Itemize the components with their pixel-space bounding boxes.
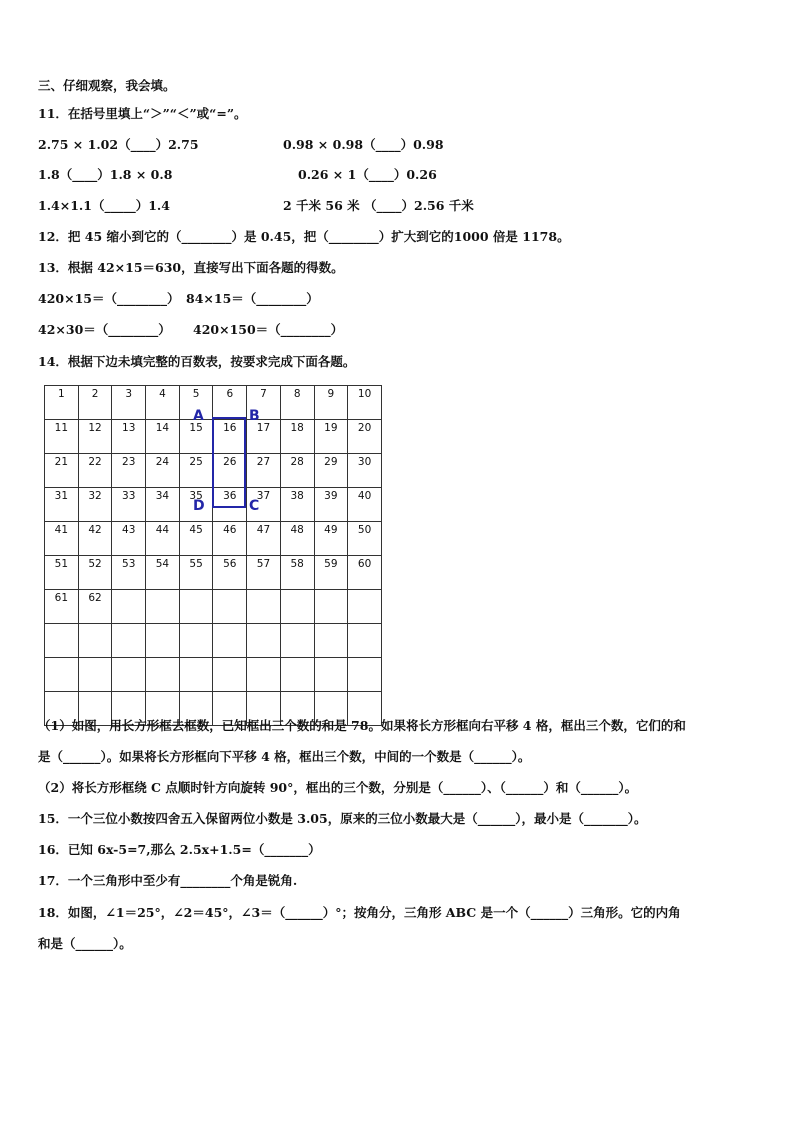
table-cell: 7 xyxy=(247,386,281,420)
q13-stem: 13．根据 42×15＝630，直接写出下面各题的得数。 xyxy=(38,260,344,275)
table-cell: 43 xyxy=(112,522,146,556)
table-cell: 29 xyxy=(314,454,348,488)
table-cell: 4 xyxy=(146,386,180,420)
table-cell: 36 xyxy=(213,488,247,522)
table-cell: 6 xyxy=(213,386,247,420)
q14-part1-line2: 是（______）。如果将长方形框向下平移 4 格，框出三个数，中间的一个数是（______）。 xyxy=(38,749,531,764)
table-cell: 27 xyxy=(247,454,281,488)
table-cell: 22 xyxy=(78,454,112,488)
table-cell xyxy=(348,658,382,692)
table-cell: 53 xyxy=(112,556,146,590)
table-cell: 32 xyxy=(78,488,112,522)
table-cell: 15 xyxy=(179,420,213,454)
table-cell xyxy=(179,624,213,658)
table-cell: 24 xyxy=(146,454,180,488)
q11-row1-right: 0.98 × 0.98（____）0.98 xyxy=(283,137,444,152)
table-cell: 9 xyxy=(314,386,348,420)
q13-b: 84×15＝（________） xyxy=(186,291,319,306)
q14-part2: （2）将长方形框绕 C 点顺时针方向旋转 90°，框出的三个数，分别是（______）、（______）和（______）。 xyxy=(38,780,638,795)
table-cell: 33 xyxy=(112,488,146,522)
table-cell xyxy=(213,658,247,692)
selection-rectangle xyxy=(212,417,246,508)
table-cell: 60 xyxy=(348,556,382,590)
q11-stem: 11．在括号里填上“＞”“＜”或“=”。 xyxy=(38,106,247,121)
label-d: D xyxy=(193,498,205,514)
table-cell: 39 xyxy=(314,488,348,522)
table-cell xyxy=(45,624,79,658)
q11-row3-right: 2 千米 56 米 （____）2.56 千米 xyxy=(283,198,474,213)
q14-part1-line1: （1）如图，用长方形框去框数，已知框出三个数的和是 78。如果将长方形框向右平移 4 格，框出三个数，它们的和 xyxy=(38,718,686,733)
table-cell: 62 xyxy=(78,590,112,624)
table-cell: 18 xyxy=(280,420,314,454)
table-cell: 44 xyxy=(146,522,180,556)
table-cell: 23 xyxy=(112,454,146,488)
table-cell: 21 xyxy=(45,454,79,488)
table-cell: 31 xyxy=(45,488,79,522)
table-cell xyxy=(45,658,79,692)
table-cell xyxy=(314,658,348,692)
table-cell: 54 xyxy=(146,556,180,590)
table-cell xyxy=(146,658,180,692)
table-cell: 58 xyxy=(280,556,314,590)
label-b: B xyxy=(249,408,260,424)
table-cell xyxy=(112,624,146,658)
table-row xyxy=(45,386,382,420)
table-cell: 45 xyxy=(179,522,213,556)
table-cell: 42 xyxy=(78,522,112,556)
table-cell xyxy=(146,624,180,658)
table-cell xyxy=(314,590,348,624)
table-row xyxy=(45,658,382,692)
table-cell: 61 xyxy=(45,590,79,624)
q11-row1-left: 2.75 × 1.02（____）2.75 xyxy=(38,137,199,152)
table-cell: 25 xyxy=(179,454,213,488)
q12: 12．把 45 缩小到它的（________）是 0.45，把（________）扩大到它的1000 倍是 1178。 xyxy=(38,229,570,244)
q11-row2-right: 0.26 × 1（____）0.26 xyxy=(298,167,437,182)
table-cell xyxy=(348,624,382,658)
table-cell xyxy=(247,590,281,624)
q11-row3-left: 1.4×1.1（_____）1.4 xyxy=(38,198,170,213)
table-cell: 28 xyxy=(280,454,314,488)
table-cell xyxy=(78,624,112,658)
q16: 16．已知 6x-5=7,那么 2.5x+1.5=（_______） xyxy=(38,842,321,857)
label-a: A xyxy=(193,408,204,424)
table-cell: 55 xyxy=(179,556,213,590)
table-cell: 57 xyxy=(247,556,281,590)
table-row xyxy=(45,590,382,624)
table-cell xyxy=(348,590,382,624)
table-cell xyxy=(280,624,314,658)
table-cell: 47 xyxy=(247,522,281,556)
table-cell: 59 xyxy=(314,556,348,590)
table-cell: 3 xyxy=(112,386,146,420)
table-cell: 19 xyxy=(314,420,348,454)
table-cell: 51 xyxy=(45,556,79,590)
table-cell: 50 xyxy=(348,522,382,556)
table-row xyxy=(45,624,382,658)
q18-line1: 18．如图，∠1＝25°，∠2＝45°，∠3＝（______）°；按角分，三角形 ABC 是一个（______）三角形。它的内角 xyxy=(38,905,681,920)
table-cell: 16 xyxy=(213,420,247,454)
table-cell xyxy=(112,658,146,692)
q14-stem: 14．根据下边未填完整的百数表，按要求完成下面各题。 xyxy=(38,354,356,369)
table-row xyxy=(45,556,382,590)
table-cell xyxy=(280,590,314,624)
table-cell xyxy=(78,658,112,692)
table-cell: 20 xyxy=(348,420,382,454)
table-cell: 10 xyxy=(348,386,382,420)
table-cell: 49 xyxy=(314,522,348,556)
table-cell: 11 xyxy=(45,420,79,454)
table-cell xyxy=(112,590,146,624)
table-cell xyxy=(280,658,314,692)
q13-a: 420×15＝（________） xyxy=(38,291,180,306)
table-cell: 26 xyxy=(213,454,247,488)
table-cell: 30 xyxy=(348,454,382,488)
label-c: C xyxy=(249,498,260,514)
table-cell: 17 xyxy=(247,420,281,454)
q17: 17．一个三角形中至少有________个角是锐角. xyxy=(38,873,298,888)
q15: 15．一个三位小数按四舍五入保留两位小数是 3.05，原来的三位小数最大是（______），最小是（_______）。 xyxy=(38,811,647,826)
table-cell: 48 xyxy=(280,522,314,556)
table-cell: 34 xyxy=(146,488,180,522)
table-cell: 56 xyxy=(213,556,247,590)
section-title: 三、仔细观察，我会填。 xyxy=(38,78,176,93)
table-cell xyxy=(314,624,348,658)
table-cell: 12 xyxy=(78,420,112,454)
table-cell: 41 xyxy=(45,522,79,556)
table-cell: 40 xyxy=(348,488,382,522)
table-cell: 14 xyxy=(146,420,180,454)
table-cell: 52 xyxy=(78,556,112,590)
table-cell: 37 xyxy=(247,488,281,522)
table-cell: 8 xyxy=(280,386,314,420)
table-cell xyxy=(146,590,180,624)
table-cell: 1 xyxy=(45,386,79,420)
q13-c: 42×30＝（________） xyxy=(38,322,171,337)
table-cell xyxy=(179,590,213,624)
table-cell xyxy=(247,658,281,692)
q18-line2: 和是（______）。 xyxy=(38,936,132,951)
table-cell: 2 xyxy=(78,386,112,420)
table-cell: 5 xyxy=(179,386,213,420)
table-cell xyxy=(247,624,281,658)
table-cell xyxy=(213,624,247,658)
table-cell xyxy=(179,658,213,692)
table-cell: 35 xyxy=(179,488,213,522)
table-cell: 46 xyxy=(213,522,247,556)
q11-row2-left: 1.8（____）1.8 × 0.8 xyxy=(38,167,173,182)
table-cell: 13 xyxy=(112,420,146,454)
table-cell: 38 xyxy=(280,488,314,522)
table-row xyxy=(45,522,382,556)
table-cell xyxy=(213,590,247,624)
q13-d: 420×150＝（________） xyxy=(193,322,344,337)
